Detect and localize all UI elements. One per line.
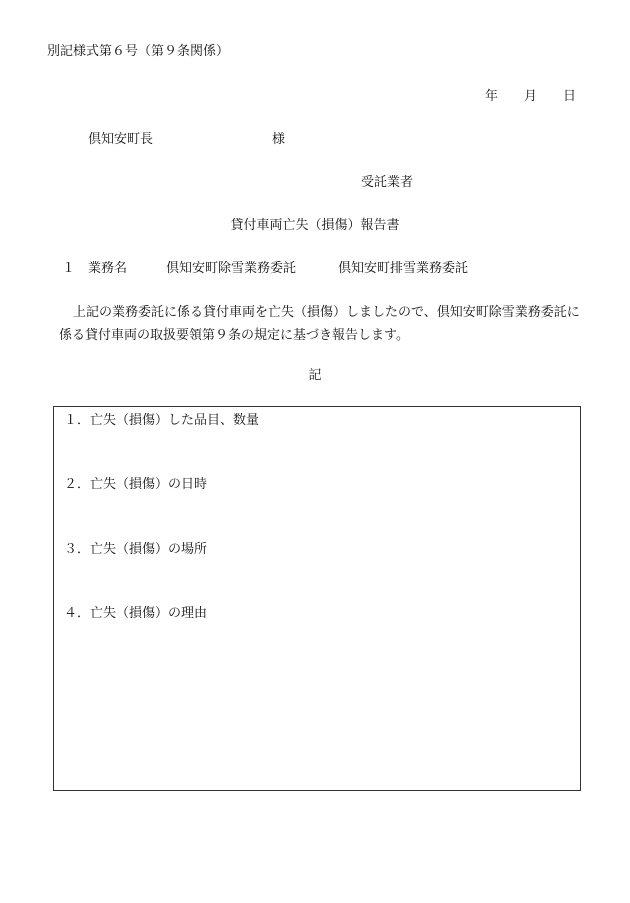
addressee-honorific: 様 [272, 132, 286, 147]
document-title: 貸付車両亡失（損傷）報告書 [230, 218, 400, 233]
ki-heading: 記 [308, 368, 322, 383]
date-line [485, 90, 576, 103]
item-location: ３．亡失（損傷）の場所 [64, 542, 208, 557]
work-label: 業務名 [88, 261, 128, 276]
work-option-snow-removal: 倶知安町除雪業務委託 [166, 261, 297, 276]
body-text: 上記の業務委託に係る貸付車両を亡失（損傷）しましたので、倶知安町除雪業務委託に係る貸付車両の取扱要領第９条の規定に基づき報告します。 [59, 305, 580, 343]
item-reason: ４．亡失（損傷）の理由 [64, 606, 208, 621]
form-number: 別記様式第６号（第９条関係） [47, 44, 230, 59]
addressee-name: 倶知安町長 [88, 132, 154, 147]
date-day-label: 日 [563, 89, 577, 104]
work-name-line [62, 262, 468, 275]
date-month-label: 月 [524, 89, 538, 104]
work-option-snow-hauling: 倶知安町排雪業務委託 [338, 261, 469, 276]
contractor-label: 受託業者 [361, 175, 414, 190]
date-year-label: 年 [485, 89, 499, 104]
work-number: １ [62, 261, 76, 276]
details-box [53, 406, 581, 791]
item-lost-items-quantity: １．亡失（損傷）した品目、数量 [64, 413, 260, 428]
item-date-time: ２．亡失（損傷）の日時 [64, 477, 208, 492]
